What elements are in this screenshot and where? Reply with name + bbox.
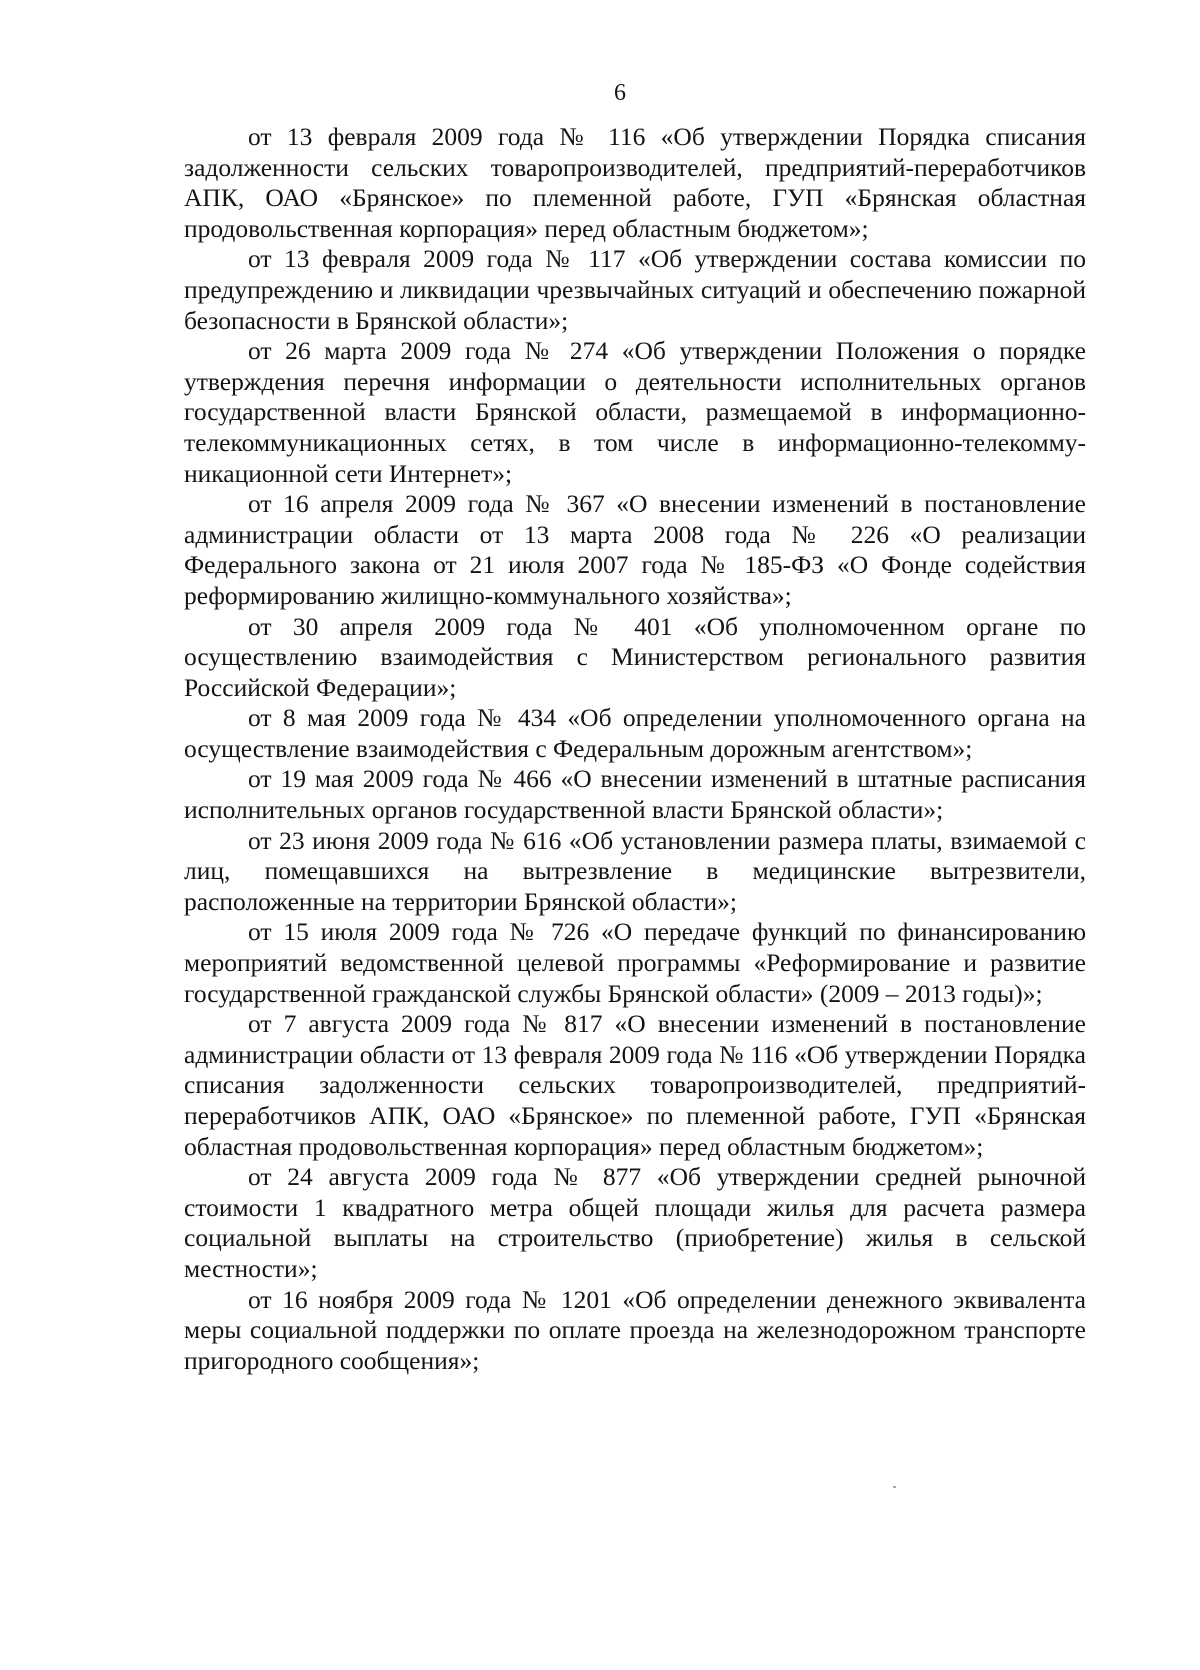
list-item: от 13 февраля 2009 года № 117 «Об утверждении состава комиссии по предупреждению и ликвидации чрезвычайных ситуаций и обеспечению пожарной безопасности в Брянской области»; [184, 244, 1086, 335]
scan-speck [893, 1486, 896, 1488]
list-item: от 16 апреля 2009 года № 367 «О внесении изменений в постановление администрации области от 13 марта 2008 года № 226 «О реализации Федерального закона от 21 июля 2007 года № 185-ФЗ «О Фонде содействия реформированию жилищно-коммунального хозяйства»; [184, 489, 1086, 610]
page-number: 6 [614, 80, 626, 106]
list-item: от 24 августа 2009 года № 877 «Об утверждении средней рыночной стоимости 1 квадратного метра общей площади жилья для расчета размера социальной выплаты на строительство (приобретение) жилья в сельской местности»; [184, 1162, 1086, 1283]
list-item: от 19 мая 2009 года № 466 «О внесении изменений в штатные расписания исполнительных органов государственной власти Брянской области»; [184, 764, 1086, 825]
list-item: от 16 ноября 2009 года № 1201 «Об определении денежного эквивалента меры социальной поддержки по оплате проезда на железнодорожном транспорте пригородного сообщения»; [184, 1284, 1086, 1375]
list-item: от 8 мая 2009 года № 434 «Об определении уполномоченного органа на осуществление взаимодействия с Федеральным дорожным агентством»; [184, 703, 1086, 763]
list-item: от 30 апреля 2009 года № 401 «Об уполномоченном органе по осуществлению взаимодействия с Министерством регионального развития Российской Федерации»; [184, 611, 1086, 702]
list-item: от 7 августа 2009 года № 817 «О внесении изменений в постановление администрации области от 13 февраля 2009 года № 116 «Об утверждении Порядка списания задолженности сельских товаропроизводителей, предприятий-переработчиков АПК, ОАО «Брянское» по племенной работе, ГУП «Брянская областная продовольственная корпорация» перед областным бюджетом»; [184, 1009, 1086, 1161]
document-body [184, 122, 1086, 1376]
list-item: от 23 июня 2009 года № 616 «Об установлении размера платы, взимаемой с лиц, помещавшихся на вытрезвление в медицинские вытрезвители, расположенные на территории Брянской области»; [184, 825, 1086, 916]
list-item: от 26 марта 2009 года № 274 «Об утверждении Положения о порядке утверждения перечня информации о деятельности исполнительных органов государственной власти Брянской области, размещаемой в информационно-телекоммуникационных сетях, в том числе в информационно-телекоммуникационной сети Интернет»; [184, 336, 1086, 488]
list-item: от 15 июля 2009 года № 726 «О передаче функций по финансированию мероприятий ведомственной целевой программы «Реформирование и развитие государственной гражданской службы Брянской области» (2009 – 2013 годы)»; [184, 917, 1086, 1008]
list-item: от 13 февраля 2009 года № 116 «Об утверждении Порядка списания задолженности сельских товаропроизводителей, предприятий-переработчиков АПК, ОАО «Брянское» по племенной работе, ГУП «Брянская областная продовольственная корпорация» перед областным бюджетом»; [184, 122, 1086, 243]
